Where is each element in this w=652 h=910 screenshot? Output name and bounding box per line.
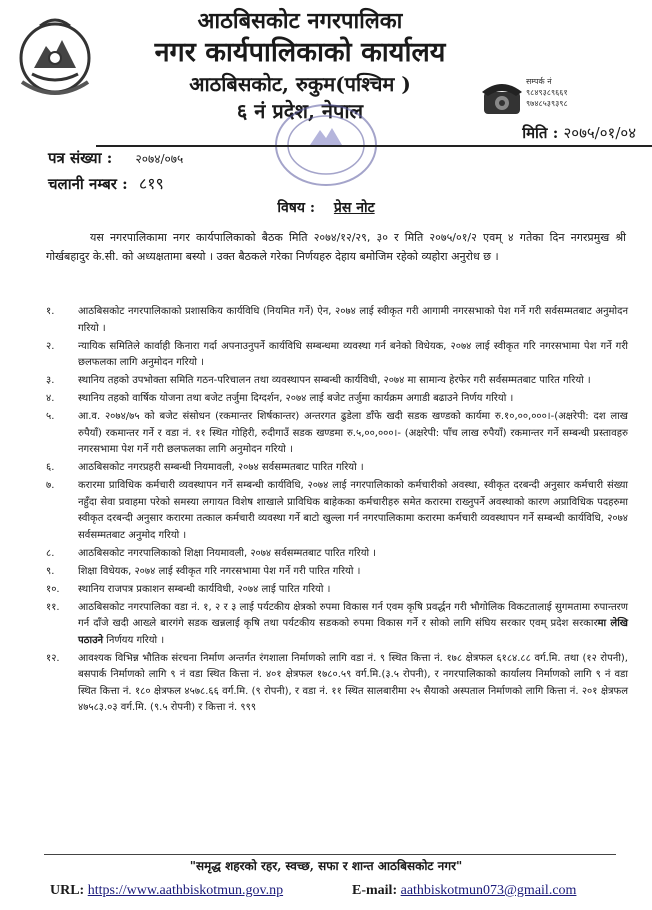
list-item: ५. आ.व. २०७४/७५ को बजेट संसोधन (रकमान्तर शिर्षकान्तर) अन्तरगत ढुडेला डाँफे खदी सडक खण्डको कार्यमा रु.१०,००,०००।-(अक्षरेपी: दश लाख रुपैयाँ) रकमान्तर गर्ने र वडा नं. ११ स्थित गोहिरी, रुदीगाउँ सडक खण्डमा रु.५,००,०००।- (अक्षरेपी: पाँच लाख रुपैयाँ) रकमान्तर गर्ने सम्बन्धी प्रस्तावहरु नगरसभामा पेश गर्ने गरी छलफलका लागि अनुमोदन गरियो ।: [46, 411, 628, 455]
date-bar: [96, 121, 652, 147]
chalani-label: चलानी नम्बर :: [48, 175, 128, 193]
list-item: १०. स्थानिय राजपत्र प्रकाशन सम्बन्धी कार्यविधी, २०७४ लाई पारित गरियो ।: [46, 583, 331, 595]
footer-slogan: "समृद्ध शहरको रहर, स्वच्छ, सफा र शान्त आठबिसकोट नगर": [189, 859, 463, 873]
email-contact: [352, 883, 576, 899]
patra-label: पत्र संख्या :: [48, 149, 113, 167]
decision-list: [46, 304, 628, 718]
list-item: ४. स्थानिय तहको वार्षिक योजना तथा बजेट तर्जुमा दिग्दर्शन, २०७४ लाई बजेट तर्जुमा कार्यक्रम अगाडी बढाउने निर्णय गरियो ।: [46, 393, 514, 404]
email-label: E-mail:: [352, 883, 398, 898]
email-link[interactable]: aathbiskotmun073@gmail.com: [400, 883, 577, 898]
intro-paragraph: यस नगरपालिकामा नगर कार्यपालिकाको बैठक मिति २०७४/१२/२९, ३० र मिति २०७५/०१/२ एवम् ४ गतेका दिन नगरप्रमुख श्री गोर्खबहादुर के.सी. को अध्यक्षतामा बस्यो । उक्त बैठकले गरेका निर्णयहरु देहाय बमोजिम रहेको व्यहोरा अनुरोध छ ।: [46, 231, 626, 263]
list-item: २. न्यायिक समितिले कार्वाही किनारा गर्दा अपनाउनुपर्ने कार्यविधि सम्बन्धमा व्यवस्था गर्न बनेको विधेयक, २०७४ लाई स्वीकृत गरि नगरसभामा पेश गर्ने गरी छलफलका लागि अनुमोदन गरियो ।: [46, 340, 628, 368]
subject-label: विषय :: [277, 200, 316, 216]
letter-date: [522, 123, 636, 143]
office-name: नगर कार्यपालिकाको कार्यालय: [154, 37, 446, 68]
website-contact: [50, 883, 283, 899]
subject-line: [0, 198, 652, 217]
date-value: २०७५/०१/०४: [563, 124, 636, 142]
phone-number: ९८४९३८९६६१: [526, 88, 568, 97]
office-address: आठबिसकोट, रुकुम(पश्चिम ): [189, 72, 411, 96]
municipality-name: आठबिसकोट नगरपालिका: [197, 8, 403, 34]
chalani-number: [48, 172, 164, 194]
list-item: १२. आवश्यक विभिन्न भौतिक संरचना निर्माण अन्तर्गत रंगशाला निर्माणको लागि वडा नं. ९ स्थित कित्ता नं. १७८ क्षेत्रफल ६१८४.८८ वर्ग.मि. तथा (१२ रोपनी), बसपार्क निर्माणको लागि ९ नं वडा स्थित कित्ता नं. ४०१ क्षेत्रफल १७८०.५९ वर्ग.मि.(३.५ रोपनी), र नगरपालिकाको कार्यालय निर्माणको लागि ९ नं वडा स्थित कित्ता नं. १८० क्षेत्रफल ४५७८.६६ वर्ग.मि. (९ रोपनी), र वडा नं. ११ स्थित सालबारीमा २५ सैयाको अस्पताल निर्माणको लागि कित्ता नं. २०१ क्षेत्रफल ४७५८३.०३ वर्ग.मि. (९.५ रोपनी) र कित्ता नं. ९९९: [46, 652, 628, 713]
list-item: ७. करारमा प्राविधिक कर्मचारी व्यवस्थापन गर्ने सम्बन्धी कार्यविधि, २०७४ लाई नगरपालिकाको कर्मचारीको अवस्था, स्वीकृत दरबन्दी अनुसार कर्मचारी संख्या नहुँदा सेवा प्रवाहमा परेको समस्या लगायत विशेष शाखाले प्राविधिक बाहेकका कर्मचारीहरु समेत करारमा राख्नुपर्ने अवस्थाको कारण अप्राविधिक पदहरुमा स्वीकृत दरबन्दी अनुसार करारमा तत्काल कर्मचारी व्यवस्था गर्ने बाटो खुल्ला गर्न नगरपालिकामा करारमा कर्मचारी व्यवस्थापन गर्ने सम्बन्धी कार्यविधि, २०७४ सर्वसम्मतबाट अनुमोद गरियो ।: [46, 480, 628, 541]
patra-sankhya: [48, 148, 183, 168]
list-item: ८. आठबिसकोट नगरपालिकाको शिक्षा नियमावली, २०७४ सर्वसम्मतबाट पारित गरियो ।: [46, 547, 377, 559]
chalani-value: ८१९: [138, 174, 164, 193]
list-item: ९. शिक्षा विधेयक, २०७४ लाई स्वीकृत गरि नगरसभामा पेश गर्ने गरी पारित गरियो ।: [46, 565, 361, 577]
date-label: मिति :: [522, 124, 559, 142]
list-item: ६. आठबिसकोट नगरप्रहरी सम्बन्धी नियमावली, २०७४ सर्वसम्मतबाट पारित गरियो ।: [46, 462, 364, 473]
subject-value: प्रेस नोट: [333, 200, 375, 216]
website-link[interactable]: https://www.aathbiskotmun.gov.np: [87, 883, 284, 898]
url-label: URL:: [50, 883, 85, 898]
list-item: १. आठबिसकोट नगरपालिकाको प्रशासकिय कार्यविधि (नियमित गर्ने) ऐन, २०७४ लाई स्वीकृत गरी आगामी नगरसभाको पेश गर्ने गरी सर्वसम्मतबाट अनुमोदन गरियो ।: [46, 306, 628, 334]
province-name: ६ नं प्रदेश, नेपाल: [236, 99, 364, 123]
patra-value: २०७४/०७५: [135, 152, 184, 166]
telephone-icon: [480, 78, 524, 116]
footer-divider: [44, 854, 616, 855]
phone-number: ९७४८५३९३९८: [526, 99, 568, 108]
contact-numbers: [526, 76, 568, 109]
contact-label: सम्पर्क नं: [526, 77, 552, 86]
list-item: ३. स्थानिय तहको उपभोक्ता समिति गठन-परिचालन तथा व्यवस्थापन सम्बन्धी कार्यविधी, २०७४ मा सामान्य हेरफेर गरी सर्वसम्मतबाट पारित गरियो ।: [46, 375, 591, 386]
nepal-emblem-icon: [14, 12, 96, 100]
list-item: ११. आठबिसकोट नगरपालिका वडा नं. १, २ र ३ लाई पर्यटकीय क्षेत्रको रुपमा विकास गर्न एवम कृषि प्रवर्द्धन गरी भौगोलिक विकटतालाई सुगमतामा रुपान्तरण गर्न दाँजे खदी आख्ले बारगंगे सडक खन्नलाई कृषि तथा पर्यटकीय सडकको रुपमा विकास गर्ने र सोको लागि संघिय सरकार एवम् प्रदेश सरकारमा लेखि पठाउने निर्णयय गरियो ।: [46, 601, 628, 646]
